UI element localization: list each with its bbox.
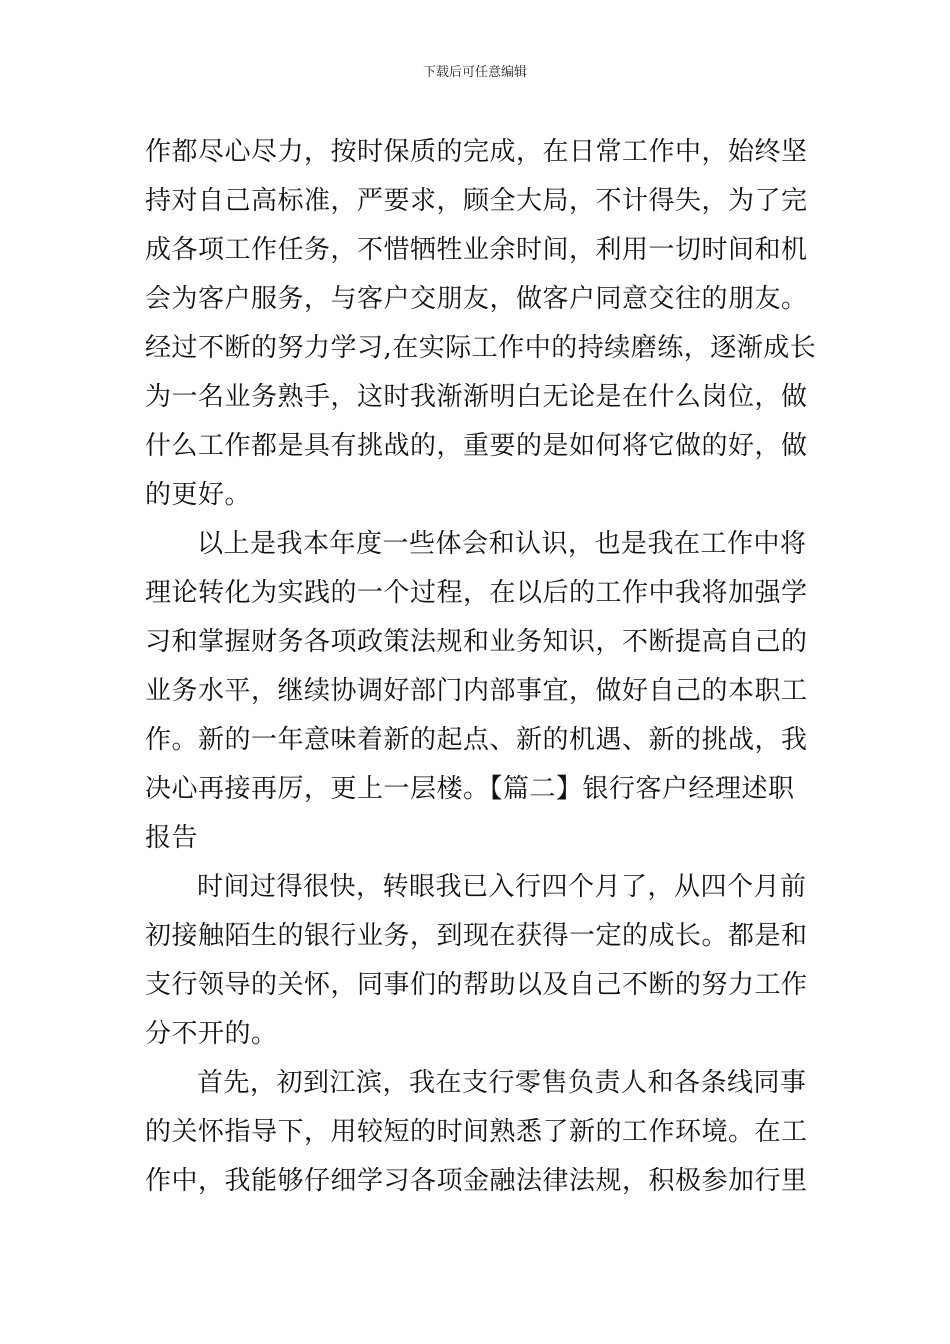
text-line: 的更好。 xyxy=(145,480,252,510)
text-line: 初接触陌生的银行业务，到现在获得一定的成长。都是和 xyxy=(145,921,808,951)
text-line: 什么工作都是具有挑战的，重要的是如何将它做的好，做 xyxy=(145,431,808,461)
text-line: 经过不断的努力学习,在实际工作中的持续磨练，逐渐成长 xyxy=(145,333,817,363)
text-line: 作。新的一年意味着新的起点、新的机遇、新的挑战，我 xyxy=(145,725,808,755)
text-line: 为一名业务熟手，这时我渐渐明白无论是在什么岗位，做 xyxy=(145,382,808,412)
text-line: 业务水平，继续协调好部门内部事宜，做好自己的本职工 xyxy=(145,676,808,706)
text-line: 会为客户服务，与客户交朋友，做客户同意交往的朋友。 xyxy=(145,284,808,314)
text-line: 报告 xyxy=(145,823,199,853)
paragraph-start-line: 首先，初到江滨，我在支行零售负责人和各条线同事 xyxy=(197,1068,807,1098)
text-line: 持对自己高标准，严要求，顾全大局，不计得失，为了完 xyxy=(145,186,808,216)
paragraph-start-line: 时间过得很快，转眼我已入行四个月了，从四个月前 xyxy=(197,872,807,902)
text-line: 分不开的。 xyxy=(145,1019,278,1049)
paragraph-start-line: 以上是我本年度一些体会和认识，也是我在工作中将 xyxy=(197,529,807,559)
text-line: 理论转化为实践的一个过程，在以后的工作中我将加强学 xyxy=(145,578,808,608)
document-body xyxy=(145,128,817,1206)
text-line: 的关怀指导下，用较短的时间熟悉了新的工作环境。在工 xyxy=(145,1117,808,1147)
text-line: 支行领导的关怀，同事们的帮助以及自己不断的努力工作 xyxy=(145,970,808,1000)
text-line: 决心再接再厉，更上一层楼。【篇二】银行客户经理述职 xyxy=(145,774,795,804)
text-line: 作中，我能够仔细学习各项金融法律法规，积极参加行里 xyxy=(145,1166,808,1196)
text-line: 成各项工作任务，不惜牺牲业余时间，利用一切时间和机 xyxy=(145,235,808,265)
text-line: 作都尽心尽力，按时保质的完成，在日常工作中，始终坚 xyxy=(145,137,808,167)
header-note: 下载后可任意编辑 xyxy=(422,65,527,80)
text-line: 习和掌握财务各项政策法规和业务知识，不断提高自己的 xyxy=(145,627,808,657)
